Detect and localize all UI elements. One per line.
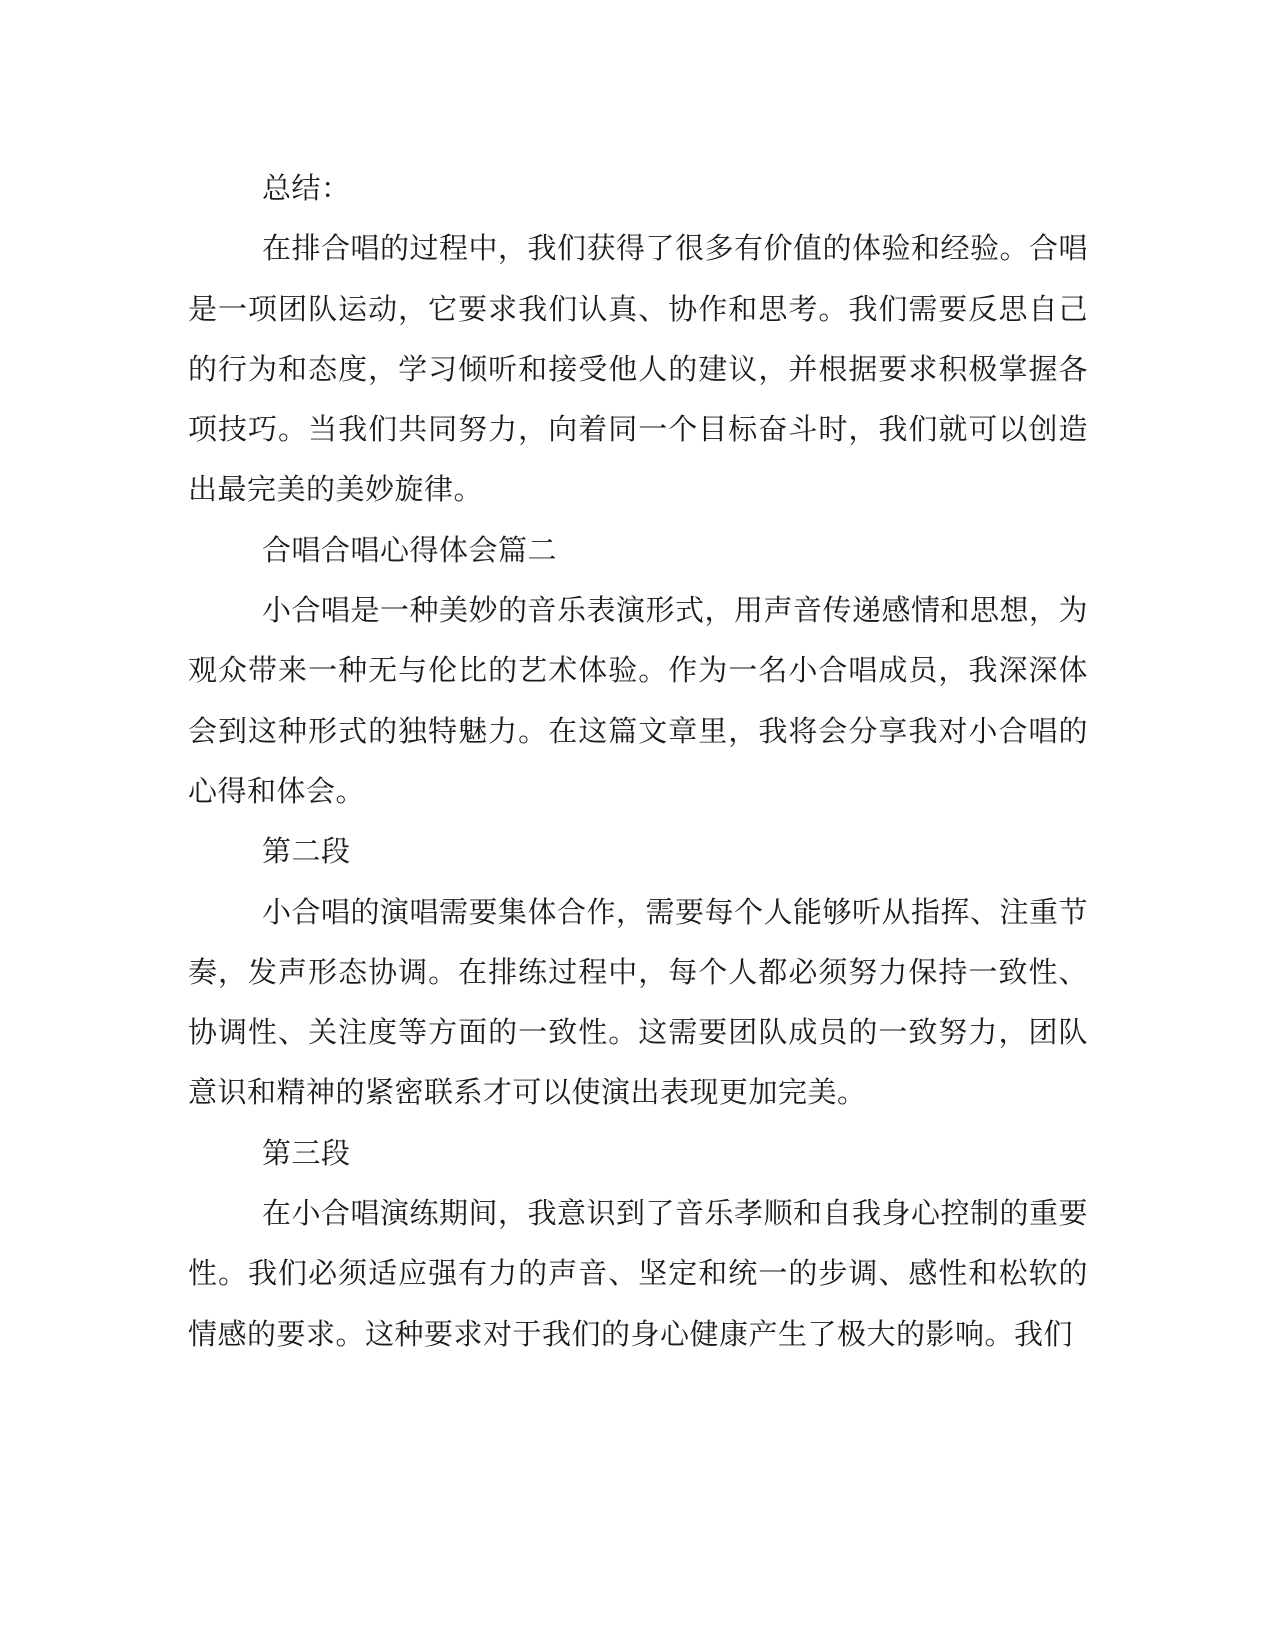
section-2-paragraph: 小合唱的演唱需要集体合作，需要每个人能够听从指挥、注重节奏，发声形态协调。在排练过程中，每个人都必须努力保持一致性、协调性、关注度等方面的一致性。这需要团队成员的一致努力，团队意识和精神的紧密联系才可以使演出表现更加完美。 bbox=[188, 894, 1089, 1110]
document-body bbox=[188, 158, 1088, 1364]
section-heading-2: 第二段 bbox=[262, 834, 351, 869]
section-3-paragraph: 在小合唱演练期间，我意识到了音乐孝顺和自我身心控制的重要性。我们必须适应强有力的声音、坚定和统一的步调、感性和松软的情感的要求。这种要求对于我们的身心健康产生了极大的影响。我们 bbox=[188, 1196, 1089, 1351]
summary-paragraph: 在排合唱的过程中，我们获得了很多有价值的体验和经验。合唱是一项团队运动，它要求我们认真、协作和思考。我们需要反思自己的行为和态度，学习倾听和接受他人的建议，并根据要求积极掌握各项技巧。当我们共同努力，向着同一个目标奋斗时，我们就可以创造出最完美的美妙旋律。 bbox=[188, 231, 1089, 507]
section-title: 合唱合唱心得体会篇二 bbox=[262, 532, 558, 567]
summary-heading: 总结： bbox=[262, 171, 351, 205]
intro-paragraph: 小合唱是一种美妙的音乐表演形式，用声音传递感情和思想，为观众带来一种无与伦比的艺术体验。作为一名小合唱成员，我深深体会到这种形式的独特魅力。在这篇文章里，我将会分享我对小合唱的心得和体会。 bbox=[188, 593, 1089, 808]
section-heading-3: 第三段 bbox=[262, 1135, 351, 1170]
